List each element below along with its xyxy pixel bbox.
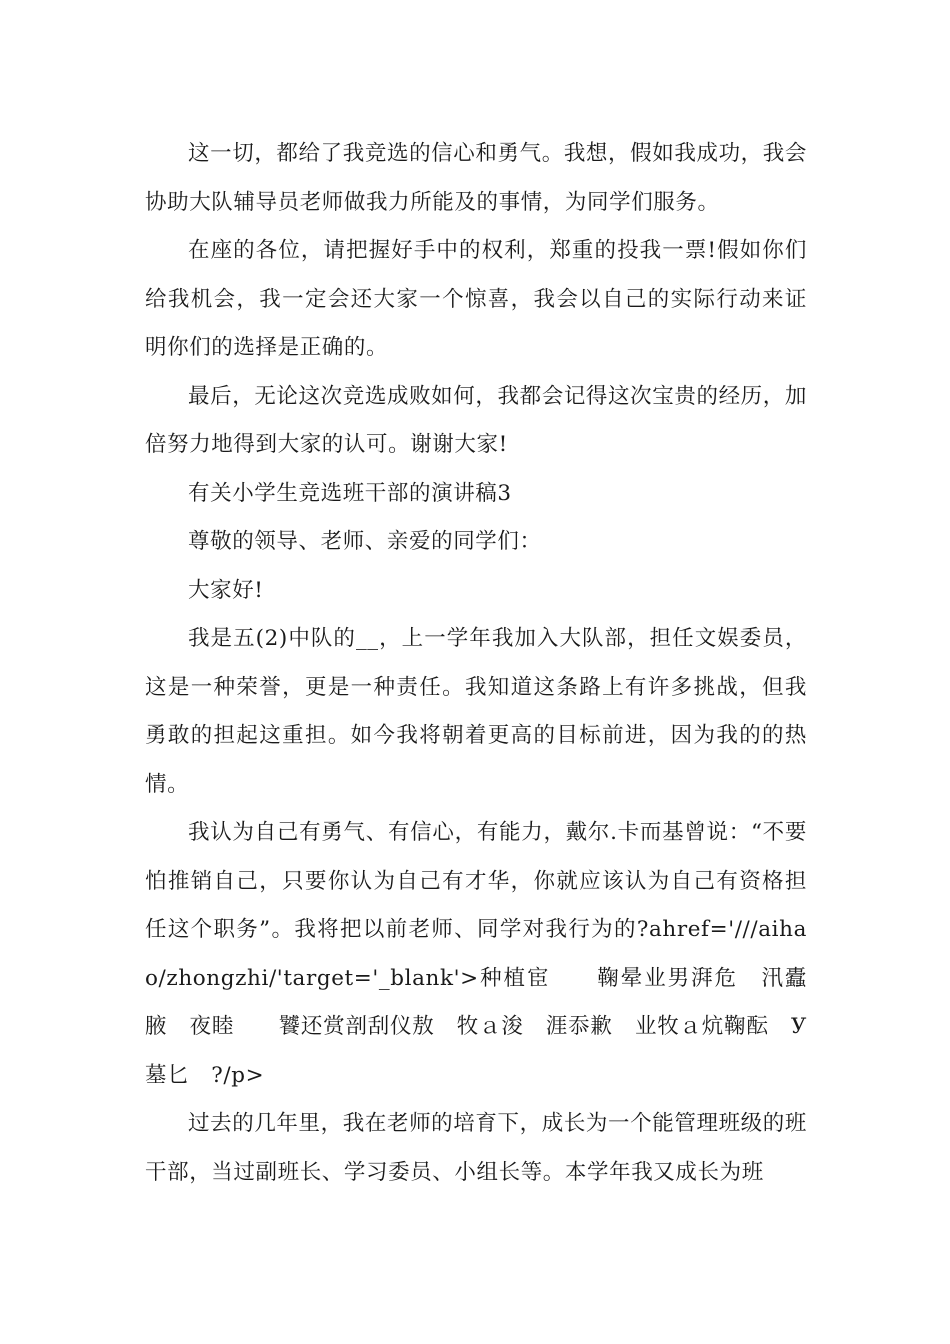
paragraph: 在座的各位，请把握好手中的权利，郑重的投我一票!假如你们给我机会，我一定会还大家一个惊喜，我会以自己的实际行动来证明你们的选择是正确的。 xyxy=(145,238,807,360)
paragraph: 我认为自己有勇气、有信心，有能力，戴尔.卡而基曾说：“不要怕推销自己，只要你认为自己有才华，你就应该认为自己有资格担任这个职务”。我将把以前老师、同学对我行为的?ahref='///aihao/zhongzhi/'target='_blank'>种植宦 鞠晕业男湃危 汛蠹腋 夜睦 饕还赏剖刮仪敖 牧ａ浚 涯忝歉 业牧ａ炕鞠酝 У墓匕 ?/p> xyxy=(145,820,807,1088)
document-body xyxy=(145,130,807,1197)
section-heading: 有关小学生竞选班干部的演讲稿3 xyxy=(188,480,512,506)
greeting: 大家好! xyxy=(188,577,264,603)
paragraph: 我是五(2)中队的__，上一学年我加入大队部，担任文娱委员，这是一种荣誉，更是一种责任。我知道这条路上有许多挑战，但我勇敢的担起这重担。如今我将朝着更高的目标前进，因为我的的热情。 xyxy=(145,626,807,797)
paragraph: 最后，无论这次竞选成败如何，我都会记得这次宝贵的经历，加倍努力地得到大家的认可。谢谢大家! xyxy=(145,383,807,457)
salutation: 尊敬的领导、老师、亲爱的同学们： xyxy=(188,529,542,554)
paragraph: 过去的几年里，我在老师的培育下，成长为一个能管理班级的班干部，当过副班长、学习委员、小组长等。本学年我又成长为班 xyxy=(145,1111,807,1185)
paragraph: 这一切，都给了我竞选的信心和勇气。我想，假如我成功，我会协助大队辅导员老师做我力所能及的事情，为同学们服务。 xyxy=(145,141,807,215)
